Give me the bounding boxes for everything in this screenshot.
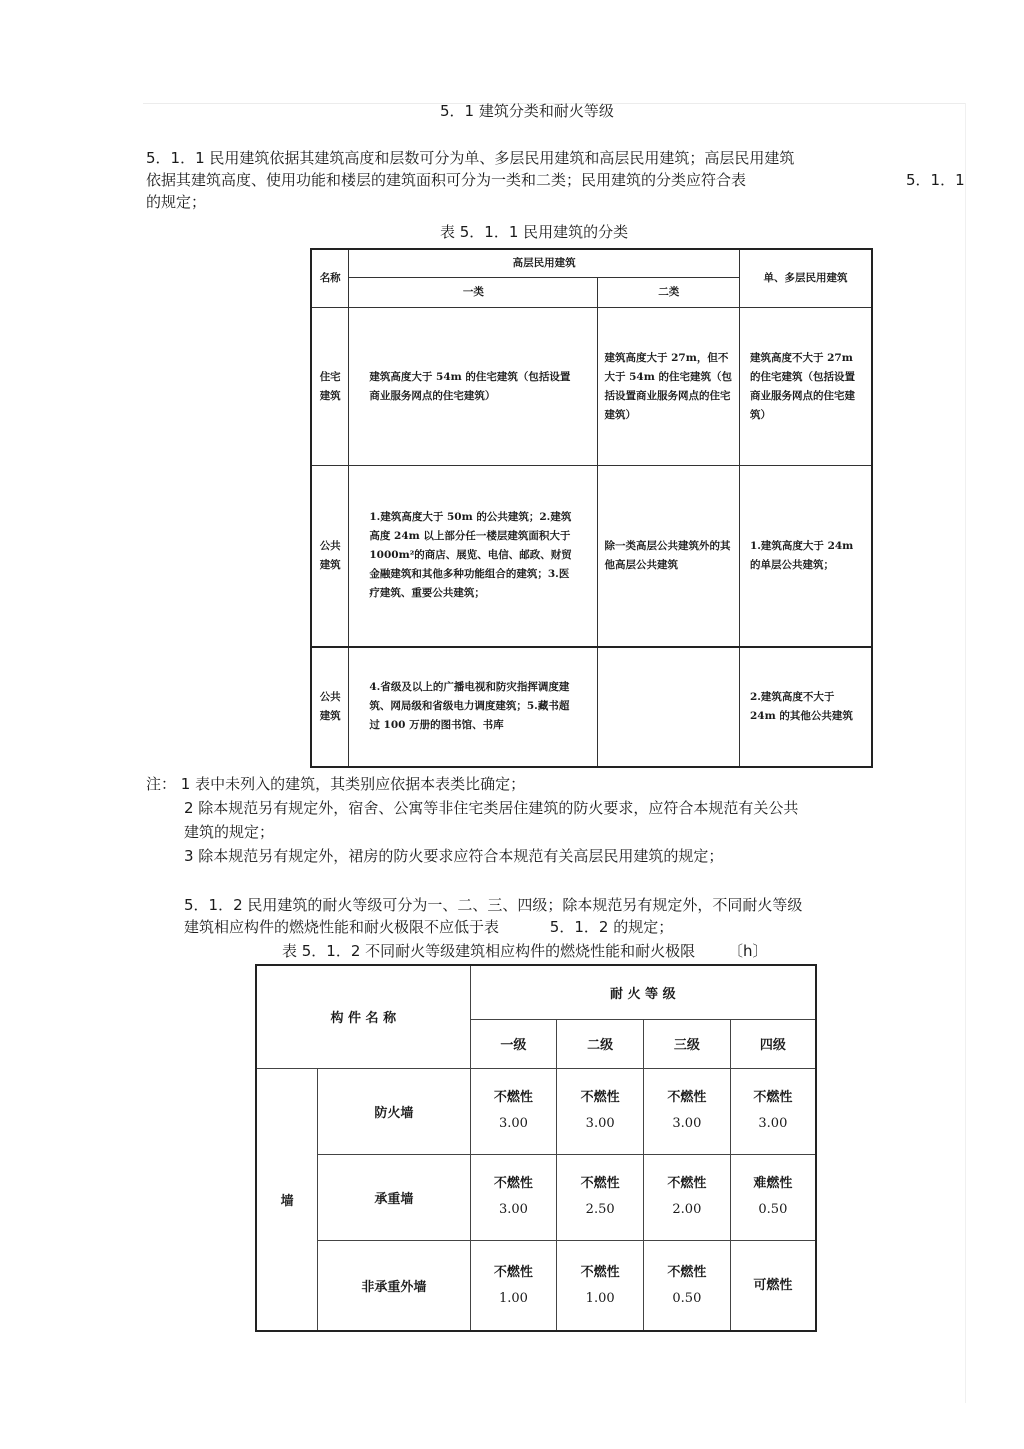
header-class-1: 一类 bbox=[349, 277, 598, 307]
grade-cell bbox=[644, 1068, 731, 1154]
table-row bbox=[311, 647, 872, 768]
fire-limit: 2.00 bbox=[672, 1202, 702, 1218]
combustibility: 可燃性 bbox=[753, 1277, 793, 1293]
combustibility: 不燃性 bbox=[580, 1264, 620, 1280]
combustibility: 不燃性 bbox=[667, 1090, 707, 1106]
header-single-multi: 单、多层民用建筑 bbox=[739, 249, 872, 307]
grade-cell bbox=[644, 1241, 731, 1331]
note-line: 3 除本规范另有规定外，裙房的防火要求应符合本规范有关高层民用建筑的规定； bbox=[184, 847, 724, 865]
fire-limit: 2.50 bbox=[585, 1202, 615, 1218]
table-reference: 5．1．1 bbox=[906, 171, 965, 189]
grade-cell bbox=[644, 1154, 731, 1240]
header-class-2: 二类 bbox=[598, 277, 739, 307]
fire-limit: 3.00 bbox=[758, 1116, 788, 1132]
table1-caption: 表 5．1．1 民用建筑的分类 bbox=[440, 223, 629, 241]
component-name: 非承重外墙 bbox=[318, 1241, 470, 1331]
table-row bbox=[256, 1068, 816, 1154]
fire-resistance-table bbox=[255, 964, 817, 1332]
grade-cell bbox=[730, 1068, 816, 1154]
table2-caption-text: 表 5．1．2 不同耐火等级建筑相应构件的燃烧性能和耐火极限 bbox=[282, 942, 696, 960]
right-margin-rule bbox=[965, 103, 966, 1403]
fire-limit: 0.50 bbox=[672, 1290, 702, 1306]
building-classification-table bbox=[310, 248, 873, 768]
row-name: 公共建筑 bbox=[311, 466, 349, 647]
grade-cell bbox=[470, 1154, 557, 1240]
paragraph-5-1-2-line1: 5．1．2 民用建筑的耐火等级可分为一、二、三、四级；除本规范另有规定外，不同耐火等级 bbox=[184, 896, 803, 914]
fire-limit: 3.00 bbox=[672, 1116, 702, 1132]
grade-cell bbox=[730, 1241, 816, 1331]
note-line: 2 除本规范另有规定外，宿舍、公寓等非住宅类居住建筑的防火要求，应符合本规范有关公共 bbox=[184, 799, 799, 817]
combustibility: 不燃性 bbox=[580, 1090, 620, 1106]
note-line: 建筑的规定； bbox=[184, 823, 275, 841]
fire-limit: 0.50 bbox=[758, 1202, 788, 1218]
combustibility: 不燃性 bbox=[580, 1176, 620, 1192]
header-name: 名称 bbox=[311, 249, 349, 307]
combustibility: 不燃性 bbox=[493, 1264, 533, 1280]
paragraph-line: 5．1．1 民用建筑依据其建筑高度和层数可分为单、多层民用建筑和高层民用建筑；高层民用建筑 bbox=[146, 149, 795, 167]
combustibility: 不燃性 bbox=[493, 1090, 533, 1106]
grade-cell bbox=[470, 1068, 557, 1154]
fire-limit: 3.00 bbox=[498, 1202, 528, 1218]
combustibility: 不燃性 bbox=[667, 1176, 707, 1192]
row-name: 公共建筑 bbox=[311, 647, 349, 768]
cell-class-1: 1.建筑高度大于 50m 的公共建筑；2.建筑高度 24m 以上部分任一楼层建筑面积大于 1000m²的商店、展览、电信、邮政、财贸金融建筑和其他多种功能组合的建筑；3.医疗建筑、重要公共建筑； bbox=[349, 466, 598, 647]
paragraph-line bbox=[146, 169, 966, 191]
grade-cell bbox=[557, 1241, 644, 1331]
paragraph-line-text: 依据其建筑高度、使用功能和楼层的建筑面积可分为一类和二类；民用建筑的分类应符合表 bbox=[146, 171, 747, 189]
table-reference: 5．1．2 的规定； bbox=[549, 918, 674, 936]
grade-4: 四级 bbox=[730, 1020, 816, 1068]
component-name: 防火墙 bbox=[318, 1068, 470, 1154]
table-row bbox=[311, 307, 872, 466]
table2-caption bbox=[282, 940, 767, 961]
table-row bbox=[256, 1154, 816, 1240]
cell-class-1: 建筑高度大于 54m 的住宅建筑（包括设置商业服务网点的住宅建筑） bbox=[349, 307, 598, 466]
combustibility: 不燃性 bbox=[667, 1264, 707, 1280]
paragraph-line-text: 建筑相应构件的燃烧性能和耐火极限不应低于表 bbox=[184, 918, 500, 936]
grade-cell bbox=[730, 1154, 816, 1240]
grade-cell bbox=[557, 1154, 644, 1240]
table1-notes bbox=[146, 772, 798, 868]
grade-3: 三级 bbox=[644, 1020, 731, 1068]
cell-class-2: 建筑高度大于 27m，但不大于 54m 的住宅建筑（包括设置商业服务网点的住宅建筑） bbox=[598, 307, 739, 466]
cell-single-multi: 建筑高度不大于 27m 的住宅建筑（包括设置商业服务网点的住宅建筑） bbox=[739, 307, 872, 466]
combustibility: 难燃性 bbox=[753, 1176, 793, 1192]
fire-limit: 1.00 bbox=[498, 1290, 528, 1306]
paragraph-5-1-2-line2 bbox=[184, 916, 673, 938]
grade-1: 一级 bbox=[470, 1020, 557, 1068]
combustibility: 不燃性 bbox=[493, 1176, 533, 1192]
paragraph-5-1-1 bbox=[146, 147, 966, 213]
section-title: 5．1 建筑分类和耐火等级 bbox=[440, 102, 614, 120]
table-row bbox=[311, 466, 872, 647]
paragraph-line: 的规定； bbox=[146, 193, 207, 211]
cell-class-1: 4.省级及以上的广播电视和防灾指挥调度建筑、网局级和省级电力调度建筑；5.藏书超过 100 万册的图书馆、书库 bbox=[349, 647, 598, 768]
note-line: 注： 1 表中未列入的建筑，其类别应依据本表类比确定； bbox=[146, 775, 526, 793]
table2-unit: 〔h〕 bbox=[727, 942, 768, 960]
fire-limit: 3.00 bbox=[498, 1116, 528, 1132]
group-wall: 墙 bbox=[256, 1068, 318, 1331]
grade-cell bbox=[557, 1068, 644, 1154]
cell-class-2 bbox=[598, 647, 739, 768]
header-fire-grade: 耐 火 等 级 bbox=[470, 965, 816, 1020]
combustibility: 不燃性 bbox=[753, 1090, 793, 1106]
component-name: 承重墙 bbox=[318, 1154, 470, 1240]
grade-cell bbox=[470, 1241, 557, 1331]
grade-2: 二级 bbox=[557, 1020, 644, 1068]
fire-limit: 3.00 bbox=[585, 1116, 615, 1132]
cell-single-multi: 1.建筑高度大于 24m 的单层公共建筑； bbox=[739, 466, 872, 647]
cell-single-multi: 2.建筑高度不大于 24m 的其他公共建筑 bbox=[739, 647, 872, 768]
table-row bbox=[256, 1241, 816, 1331]
cell-class-2: 除一类高层公共建筑外的其他高层公共建筑 bbox=[598, 466, 739, 647]
header-high-rise: 高层民用建筑 bbox=[349, 249, 740, 277]
header-component: 构 件 名 称 bbox=[256, 965, 470, 1068]
fire-limit: 1.00 bbox=[585, 1290, 615, 1306]
row-name: 住宅建筑 bbox=[311, 307, 349, 466]
